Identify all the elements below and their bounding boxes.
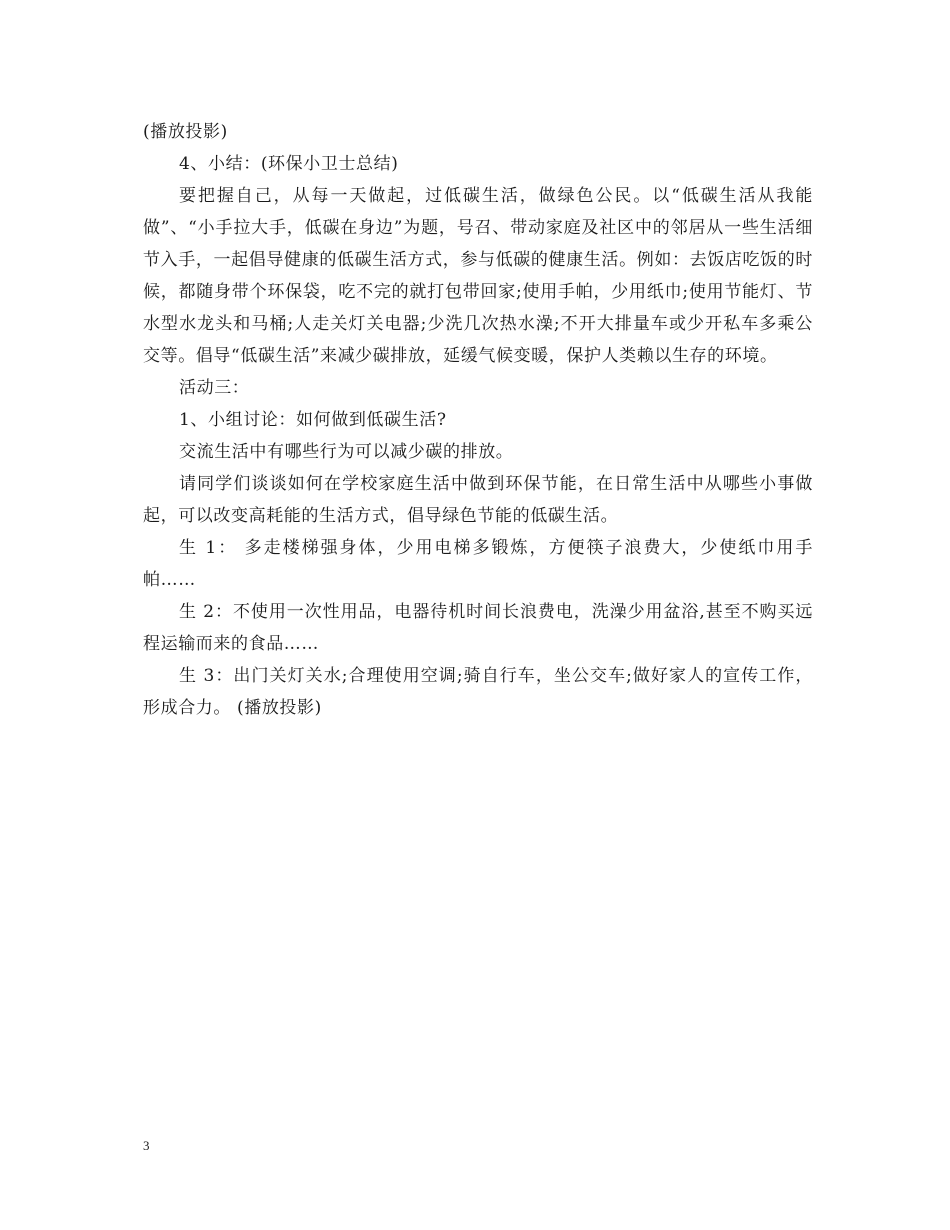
paragraph-group-discussion: 1、小组讨论：如何做到低碳生活? bbox=[179, 410, 447, 430]
document-body bbox=[143, 116, 813, 724]
paragraph-summary-body: 要把握自己，从每一天做起，过低碳生活，做绿色公民。以“低碳生活从我能做”、“小手拉大手，低碳在身边”为题，号召、带动家庭及社区中的邻居从一些生活细节入手，一起倡导健康的低碳生活方式，参与低碳的健康生活。例如：去饭店吃饭的时候，都随身带个环保袋，吃不完的就打包带回家;使用手帕，少用纸巾;使用节能灯、节水型水龙头和马桶;人走关灯关电器;少洗几次热水澡;不开大排量车或少开私车多乘公交等。倡导“低碳生活”来减少碳排放，延缓气候变暖，保护人类赖以生存的环境。 bbox=[143, 186, 813, 366]
paragraph-student-2: 生 2：不使用一次性用品，电器待机时间长浪费电，洗澡少用盆浴,甚至不购买远程运输而来的食品…… bbox=[143, 602, 813, 654]
paragraph-activity-three-heading: 活动三： bbox=[179, 378, 250, 398]
paragraph-student-1: 生 1： 多走楼梯强身体，少用电梯多锻炼，方便筷子浪费大，少使纸巾用手帕…… bbox=[143, 538, 813, 590]
paragraph-student-3: 生 3：出门关灯关水;合理使用空调;骑自行车，坐公交车;做好家人的宣传工作，形成合力。 (播放投影) bbox=[143, 666, 813, 718]
paragraph-exchange: 交流生活中有哪些行为可以减少碳的排放。 bbox=[179, 442, 514, 462]
paragraph-projection-note: (播放投影) bbox=[143, 122, 228, 142]
paragraph-prompt: 请同学们谈谈如何在学校家庭生活中做到环保节能，在日常生活中从哪些小事做起，可以改变高耗能的生活方式，倡导绿色节能的低碳生活。 bbox=[143, 474, 813, 526]
page-number: 3 bbox=[143, 1138, 150, 1153]
paragraph-summary-heading: 4、小结：(环保小卫士总结) bbox=[179, 154, 399, 174]
